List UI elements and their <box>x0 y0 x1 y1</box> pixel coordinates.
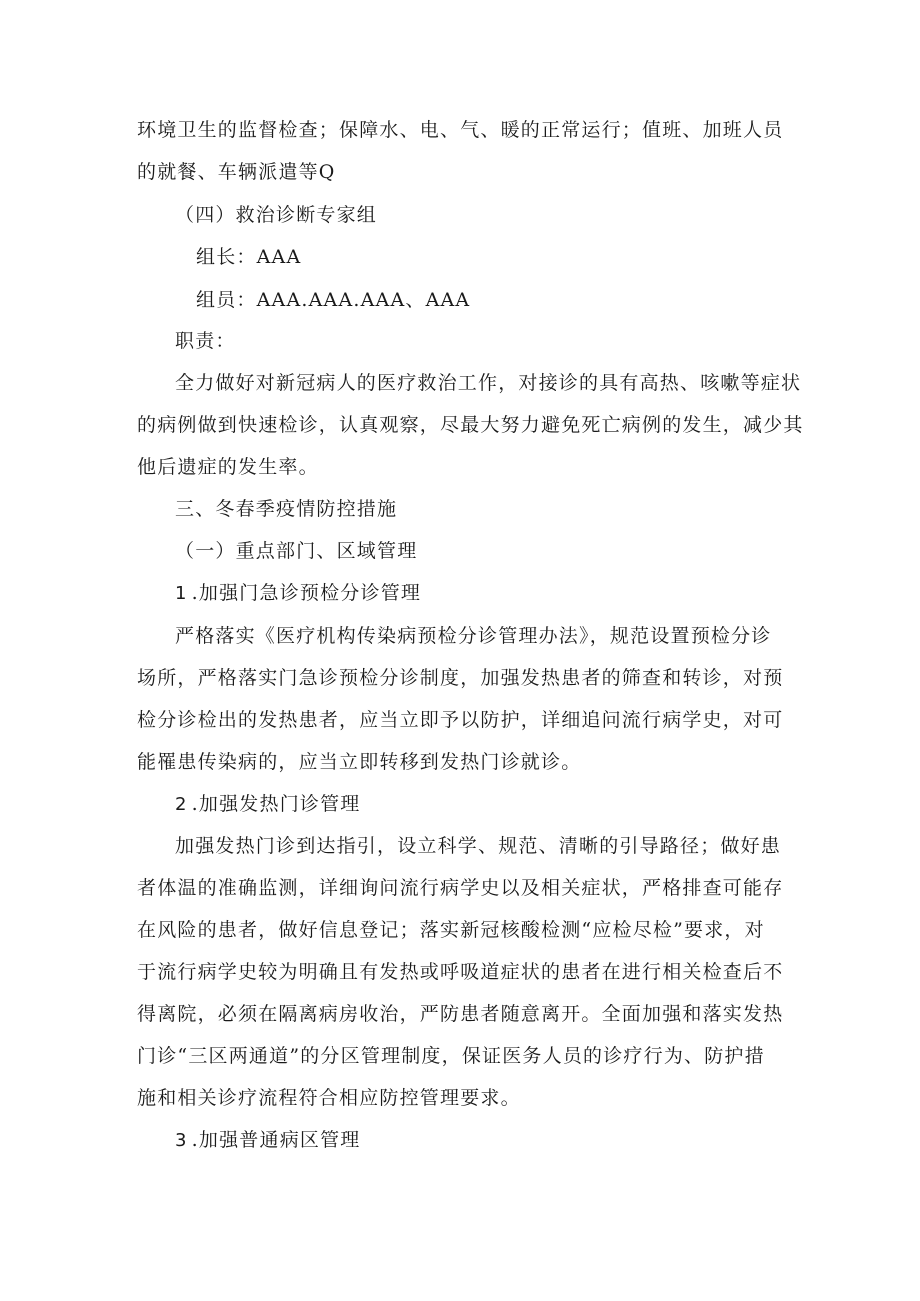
leader-line: 组长：AAA <box>196 246 302 268</box>
paragraph-line: 施和相关诊疗流程符合相应防控管理要求。 <box>137 1087 521 1109</box>
paragraph-line: 全力做好对新冠病人的医疗救治工作，对接诊的具有高热、咳嗽等症状 <box>175 372 802 394</box>
paragraph-line: 于流行病学史较为明确且有发热或呼吸道症状的患者在进行相关检查后不 <box>137 961 784 983</box>
paragraph-line: 门诊“三区两通道”的分区管理制度，保证医务人员的诊疗行为、防护措 <box>137 1045 765 1067</box>
paragraph-line: 的病例做到快速检诊，认真观察，尽最大努力避免死亡病例的发生，减少其 <box>137 414 804 436</box>
paragraph-line: 得离院，必须在隔离病房收治，严防患者随意离开。全面加强和落实发热 <box>137 1003 784 1025</box>
paragraph-line: 在风险的患者，做好信息登记；落实新冠核酸检测“应检尽检”要求，对 <box>137 919 765 941</box>
item-title: .加强门急诊预检分诊管理 <box>191 582 422 604</box>
item-number: 2 <box>175 794 188 815</box>
chapter-heading: 三、冬春季疫情防控措施 <box>175 498 398 520</box>
paragraph-line: 者体温的准确监测，详细询问流行病学史以及相关症状，严格排查可能存 <box>137 877 784 899</box>
paragraph-line: 能罹患传染病的，应当立即转移到发热门诊就诊。 <box>137 751 582 773</box>
section-heading: （一）重点部门、区域管理 <box>175 540 418 562</box>
item-title: .加强发热门诊管理 <box>191 793 361 815</box>
paragraph-line: 加强发热门诊到达指引，设立科学、规范、清晰的引导路径；做好患 <box>175 835 782 857</box>
item-title: .加强普通病区管理 <box>191 1129 361 1151</box>
paragraph-line: 严格落实《医疗机构传染病预检分诊管理办法》，规范设置预检分诊 <box>175 625 772 647</box>
subsection-heading <box>175 1128 825 1153</box>
item-number: 3 <box>175 1130 188 1151</box>
members-line: 组员：AAA.AAA.AAA、AAA <box>196 289 471 311</box>
paragraph-line: 场所，严格落实门急诊预检分诊制度，加强发热患者的筛查和转诊，对预 <box>137 667 784 689</box>
subsection-heading <box>175 581 825 606</box>
subsection-heading <box>175 792 825 817</box>
item-number: 1 <box>175 583 188 604</box>
duties-label: 职责： <box>175 330 236 352</box>
paragraph-line: 检分诊检出的发热患者，应当立即予以防护，详细追问流行病学史，对可 <box>137 709 784 731</box>
paragraph-line: 环境卫生的监督检查；保障水、电、气、暖的正常运行；值班、加班人员 <box>137 119 784 141</box>
paragraph-line: 他后遗症的发生率。 <box>137 456 319 478</box>
paragraph-line: 的就餐、车辆派遣等Q <box>137 161 336 183</box>
section-heading: （四）救治诊断专家组 <box>175 204 378 226</box>
